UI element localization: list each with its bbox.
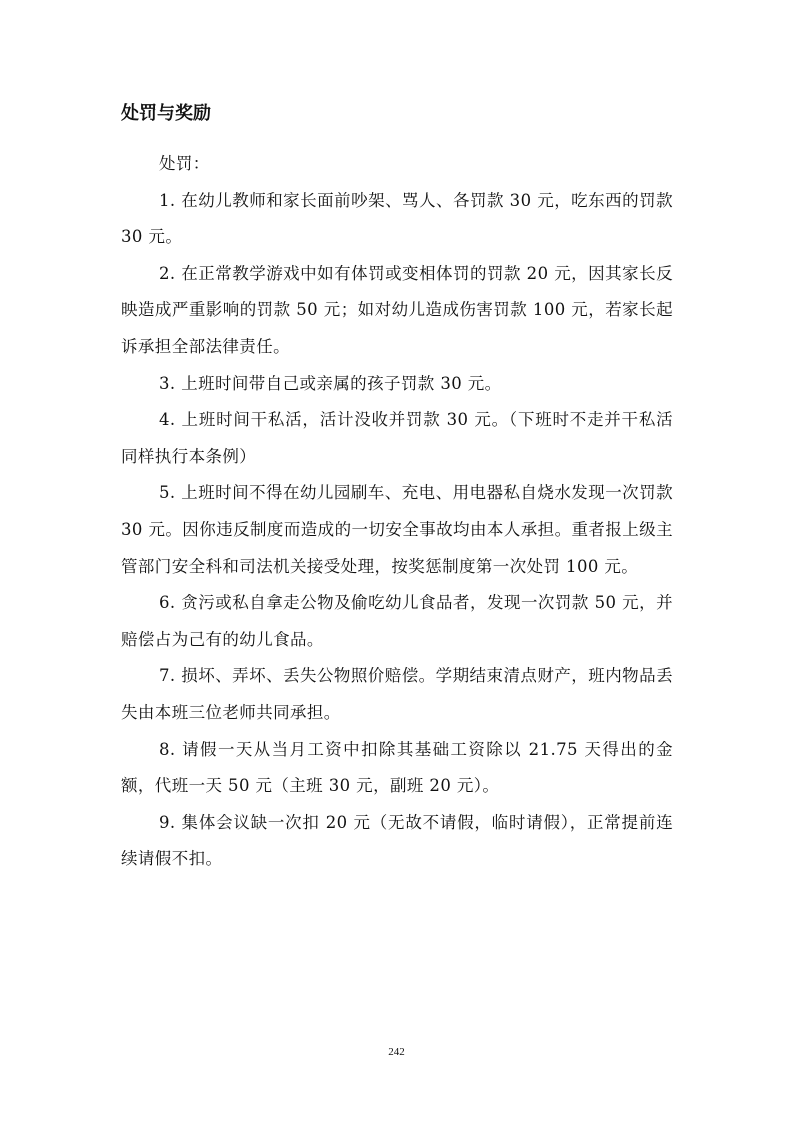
- penalty-item-8: 8. 请假一天从当月工资中扣除其基础工资除以 21.75 天得出的金额，代班一天 50 元（主班 30 元，副班 20 元）。: [121, 739, 673, 796]
- section-title: 处罚与奖励: [121, 103, 211, 124]
- page-number: 242: [388, 1046, 405, 1058]
- penalty-item-5: 5. 上班时间不得在幼儿园刷车、充电、用电器私自烧水发现一次罚款 30 元。因你违反制度而造成的一切安全事故均由本人承担。重者报上级主管部门安全科和司法机关接受处理，按奖惩制度第一次处罚 100 元。: [121, 483, 673, 576]
- penalty-item-6: 6. 贪污或私自拿走公物及偷吃幼儿食品者，发现一次罚款 50 元，并赔偿占为己有的幼儿食品。: [121, 593, 673, 649]
- penalty-item-3: 3. 上班时间带自己或亲属的孩子罚款 30 元。: [159, 373, 502, 393]
- penalty-item-9: 9. 集体会议缺一次扣 20 元（无故不请假，临时请假），正常提前连续请假不扣。: [121, 812, 673, 869]
- subheading-penalties: 处罚：: [159, 154, 210, 173]
- penalty-item-1: 1. 在幼儿教师和家长面前吵架、骂人、各罚款 30 元，吃东西的罚款 30 元。: [121, 190, 673, 247]
- penalty-item-4: 4. 上班时间干私活，活计没收并罚款 30 元。（下班时不走并干私活同样执行本条例）: [121, 410, 673, 466]
- document-body: [121, 146, 673, 878]
- penalty-item-7: 7. 损坏、弄坏、丢失公物照价赔偿。学期结束清点财产，班内物品丢失由本班三位老师共同承担。: [121, 666, 673, 722]
- penalty-item-2: 2. 在正常教学游戏中如有体罚或变相体罚的罚款 20 元，因其家长反映造成严重影响的罚款 50 元；如对幼儿造成伤害罚款 100 元，若家长起诉承担全部法律责任。: [121, 263, 673, 356]
